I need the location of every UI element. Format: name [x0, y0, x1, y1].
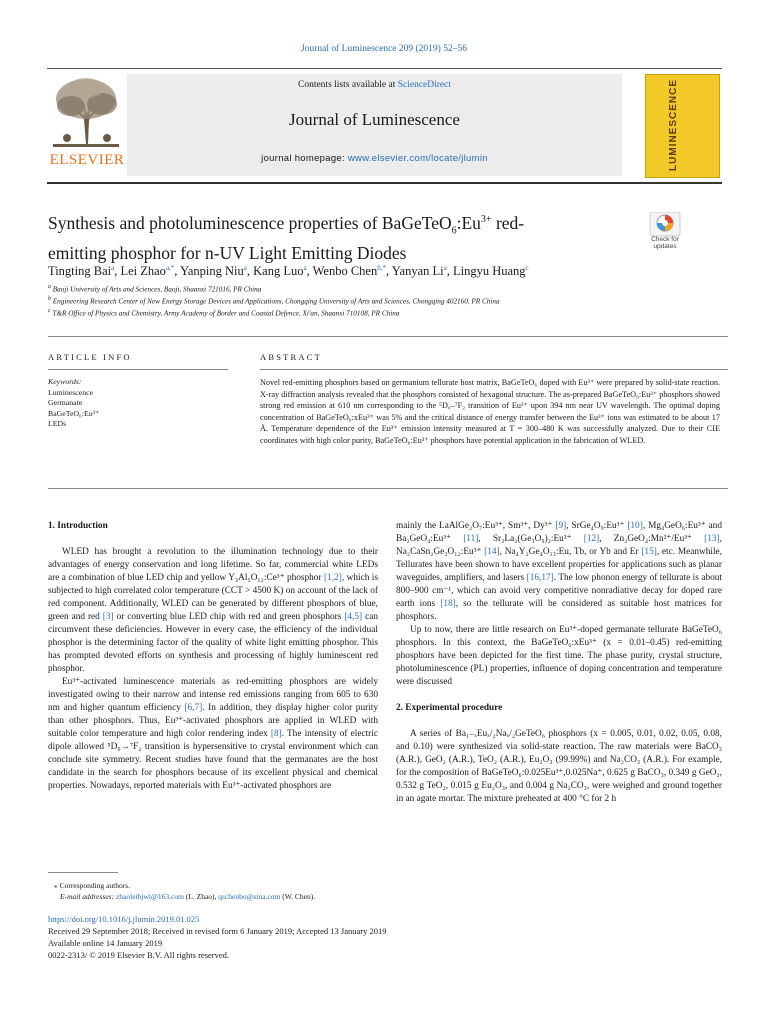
- article-title: Synthesis and photoluminescence properties of $BaGeTeO_6:Eu^{3+}$ red- emitting phosphor for n-UV Light Emitting Diodes: [48, 212, 525, 264]
- affiliation-b: $^b$ Engineering Research Center of New Energy Storage Devices and Applications, Chongqing University of Arts and Sciences, Chongqing 402160, PR China: [48, 296, 500, 306]
- contents-line: Contents lists available at ScienceDirect: [297, 80, 451, 90]
- citation-link[interactable]: [15]: [641, 547, 657, 557]
- citation-link[interactable]: [14]: [484, 547, 500, 557]
- cover-title: LUMINESCENCE: [668, 78, 679, 171]
- journal-citation-link[interactable]: Journal of Luminescence 209 (2019) 52–56: [301, 44, 467, 54]
- affiliation-c: $^c$ T&R Office of Physics and Chemistry, Army Academy of Border and Coastal Defence, Xi'an, Shaanxi 710108, PR China: [48, 308, 400, 318]
- affiliation-rule: [48, 336, 728, 337]
- citation-link[interactable]: [12]: [583, 534, 600, 544]
- abstract-rule: [260, 369, 728, 370]
- elsevier-wordmark: ELSEVIER: [49, 152, 125, 168]
- crossmark-label: Check for updates: [651, 236, 679, 250]
- abstract-heading: ABSTRACT: [260, 352, 322, 362]
- citation-link[interactable]: [3]: [102, 612, 114, 622]
- author-name: Yanping Niu: [180, 264, 244, 279]
- intro-paragraph-4: Up to now, there are little research on Eu³⁺-doped germanate tellurate BaGeTeO₆ phosphors. In this context, the BaGeTeO₆:xEu³⁺ (x = 0.01–0.45) red-emitting phosphors have been depicted for the first time. The phase purity, crystal structure, photoluminescence (PL) properties, influence of doping concentration and temperature were discussed: [396, 625, 722, 687]
- citation-link[interactable]: [13]: [704, 534, 720, 544]
- journal-name: Journal of Luminescence: [289, 110, 460, 129]
- experimental-paragraph-1: A series of Ba₁₋ₓEuₓ/₂Naₓ/₂GeTeO₆ phosphors (x = 0.005, 0.01, 0.02, 0.05, 0.08, and 0.10) were synthesized via solid-state reaction. The raw materials were BaCO₃ (A.R.), GeO₂ (A.R.), TeO₂ (A.R.), Eu₂O₃ (99.99%) and Na₂CO₃ (A.R.). For example, for the composition of BaGeTeO₆:0.025Eu³⁺,0.025Na⁺, 0.625 g BaCO₃, 0.349 g GeO₂, 0.532 g TeO₂, 0.015 g Eu₂O₃, and 0.004 g Na₂CO₃, were weighed and ground together in an agate mortar. The mixture preheated at 400 °C for 2 h: [396, 729, 722, 804]
- email-link[interactable]: qschenbo@sina.com: [218, 892, 281, 901]
- doi-link[interactable]: https://doi.org/10.1016/j.jlumin.2019.01.025: [48, 914, 200, 924]
- author-name: Lei Zhao: [120, 264, 166, 279]
- journal-homepage: journal homepage: www.elsevier.com/locate/jlumin: [261, 153, 488, 164]
- body-left-column: [48, 520, 378, 793]
- abstract-text: Novel red-emitting phosphors based on germanium tellurate host matrix, BaGeTeO₆ doped with Eu³⁺ were prepared by solid-state reaction. X-ray diffraction analysis revealed that the phosphors consisted of hexagonal structure. The as-prepared BaGeTeO₆:Eu³⁺ phosphors showed strong red emission at 610 nm corresponding to the ⁵D₀–⁷F₂ transition of Eu³⁺ upon 394 nm near UV wavelength. The optimal doping concentration of BaGeTeO₆:xEu³⁺ was 5% and the critical distance of energy transfer between the Eu³⁺ ions was estimated to be about 17 Å. Temperature dependence of the Eu³⁺ emission intensity measured at T = 300–480 K was successfully analyzed. Due to their CIE coordinates with high color purity, BaGeTeO₆:Eu³⁺ phosphors have potential application in the fabrication of WLED.: [260, 378, 720, 445]
- keywords-label: Keywords:: [48, 377, 82, 386]
- intro-paragraph-2: Eu³⁺-activated luminescence materials as red-emitting phosphors are widely investigated owing to their narrow and intense red emissions ranging from 605 to 630 nm and higher quantum efficiency [6,7]. In addition, they display higher color purity than other phosphors. Thus, Eu³⁺-activated phosphors are applied in WLED with suitable color temperature and high color rendering index [8]. The intensity of electric dipole allowed ⁵D₀→⁷F₂ transition is hypersensitive to crystal environment which can conclude site symmetry. Recent studies have found that the germanates are the host candidate in the search for phosphors because of its excellent physical and chemical properties. Nowadays, reported materials with Eu³⁺-activated phosphors are: [48, 677, 378, 791]
- author-name: Kang Luo: [253, 264, 304, 279]
- section-heading-experimental: 2. Experimental procedure: [396, 703, 503, 713]
- available-online: Available online 14 January 2019: [48, 938, 163, 948]
- body-right-column: [396, 520, 722, 806]
- citation-link[interactable]: [1,2]: [324, 573, 342, 583]
- author-list: Tingting Bai$^a$, Lei Zhao$^{a,*}$, Yanping Niu$^a$, Kang Luo$^a$, Wenbo Chen$^{b,*}$, Yanyan Li$^a$, Lingyu Huang$^c$: [48, 264, 529, 279]
- citation-link[interactable]: [11]: [463, 534, 479, 544]
- corresponding-author-note: ⁎ Corresponding authors.: [54, 881, 131, 890]
- author-affiliation-mark[interactable]: a: [443, 264, 447, 272]
- keyword: LEDs: [48, 419, 67, 429]
- author-affiliation-mark[interactable]: b,*: [377, 264, 386, 272]
- sciencedirect-link[interactable]: ScienceDirect: [397, 80, 451, 90]
- keyword: Germanate: [48, 398, 83, 408]
- author-affiliation-mark[interactable]: a: [243, 264, 247, 272]
- author-name: Lingyu Huang: [452, 264, 526, 279]
- keyword: Luminescence: [48, 387, 94, 397]
- author-name: Tingting Bai: [48, 264, 112, 279]
- banner-top-rule: [47, 68, 722, 69]
- intro-paragraph-1: WLED has brought a revolution to the illumination technology due to their advantages of energy conservation and long lifetime. So far, commercial white LEDs are a combination of blue LED chip and yellow Y₃Al₅O₁₂:Ce³⁺ phosphor [1,2], which is subjected to high correlated color temperature (CCT > 4500 K) on account of the lack of red component. Additionally, WLED can be generated by different phosphors of blue, green and red [3] or converting blue LED chip with red and green phosphors [4,5] can circumvent these deficiencies. However in every case, the efficiency of the individual phosphor is the determining factor of the quality of white light emitting phosphor. This has prompted devoted efforts on synthesis and processing of highly luminescent red phosphor.: [48, 547, 378, 674]
- article-info-rule: [48, 369, 228, 370]
- received-dates: Received 29 September 2018; Received in revised form 6 January 2019; Accepted 13 January 2019: [48, 926, 387, 936]
- article-footer: [48, 913, 548, 961]
- banner-bottom-rule: [47, 182, 722, 184]
- author-name: Yanyan Li: [391, 264, 444, 279]
- email-addresses: E-mail addresses: zhaoleibjwl@163.com (L. Zhao), qschenbo@sina.com (W. Chen).: [60, 892, 316, 901]
- email-link[interactable]: zhaoleibjwl@163.com: [115, 892, 184, 901]
- homepage-link[interactable]: www.elsevier.com/locate/jlumin: [347, 153, 488, 164]
- journal-cover-thumbnail: [645, 74, 720, 178]
- author-affiliation-mark[interactable]: a: [303, 264, 307, 272]
- abstract-bottom-rule: [48, 488, 728, 489]
- footnotes: [48, 880, 428, 902]
- citation-link[interactable]: [8]: [270, 729, 282, 739]
- keyword: BaGeTeO₆:Eu³⁺: [48, 408, 100, 418]
- author-name: Wenbo Chen: [312, 264, 378, 279]
- copyright: 0022-2313/ © 2019 Elsevier B.V. All rights reserved.: [48, 950, 230, 960]
- citation-link[interactable]: [6,7]: [184, 703, 203, 713]
- affiliation-a: $^a$ Baoji University of Arts and Sciences, Baoji, Shaanxi 721016, PR China: [48, 284, 262, 294]
- citation-link[interactable]: [18]: [440, 599, 456, 609]
- keywords-block: [48, 377, 228, 430]
- citation-link[interactable]: [16,17]: [526, 573, 554, 583]
- article-info-heading: ARTICLE INFO: [48, 352, 132, 362]
- footnote-rule: [48, 872, 118, 873]
- section-heading-introduction: 1. Introduction: [48, 521, 108, 531]
- citation-link[interactable]: [4,5]: [344, 612, 363, 622]
- author-affiliation-mark[interactable]: c: [525, 264, 529, 272]
- journal-banner: [47, 68, 722, 183]
- intro-paragraph-3: mainly the LaAlGe₂O₇:Eu³⁺, Sm³⁺, Dy³⁺ [9], SrGe₄O₉:Eu³⁺ [10], Mg₄GeO₆:Eu³⁺ and Ba₂GeO₄:Eu³⁺ [11], Sr₃La₂(Ge₃O₉)₂:Eu³⁺ [12], Zn₂GeO₄:Mn²⁺/Eu³⁺ [13], Na₂CaSn₂Ge₃O₁₂:Eu³⁺ [14], Na₄Y₂Ge₄O₁₃:Eu, Tb, or Yb and Er [15], etc. Meanwhile, Tellurates have been shown to have excellent properties for applications such as planar waveguides, amplifiers, and lasers [16,17]. The low phonon energy of tellurate is about 800–900 cm⁻¹, which can avoid very competitive nonradiative decay for doped rare earth ions [18], so the tellurate will be considered as suitable host matrices for phosphors.: [396, 521, 722, 622]
- citation-link[interactable]: [10]: [627, 521, 643, 531]
- author-affiliation-mark[interactable]: a: [111, 264, 115, 272]
- citation-link[interactable]: [9]: [555, 521, 567, 531]
- author-affiliation-mark[interactable]: a,*: [165, 264, 175, 272]
